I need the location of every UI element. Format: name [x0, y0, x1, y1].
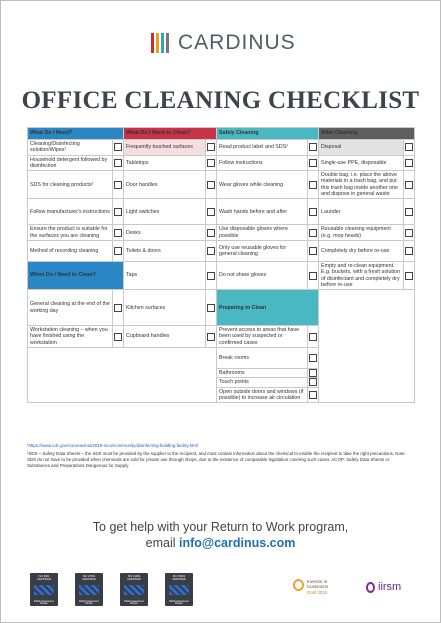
- checkbox-cell[interactable]: [404, 240, 415, 261]
- checkbox-cell[interactable]: [113, 225, 124, 241]
- cell-what-to-clean: Frequently touched surfaces: [124, 140, 206, 156]
- checkbox[interactable]: [405, 159, 413, 167]
- checkbox[interactable]: [114, 181, 122, 189]
- checkbox-cell[interactable]: [404, 261, 415, 289]
- cell-what-to-clean: Door handles: [124, 171, 206, 199]
- cell-after-cleaning: Completely dry before re-use: [319, 240, 404, 261]
- header-what-do-i-need: What Do I Need?: [28, 128, 124, 140]
- checkbox[interactable]: [207, 304, 215, 312]
- checkbox[interactable]: [309, 333, 317, 341]
- checkbox-cell[interactable]: [113, 199, 124, 225]
- cell-safely-cleaning: Bathrooms: [217, 369, 308, 378]
- checkbox-cell[interactable]: [308, 348, 319, 369]
- checkbox-cell[interactable]: [308, 369, 319, 378]
- badge-stripe: [124, 585, 144, 595]
- checkbox-cell[interactable]: [113, 290, 124, 326]
- checkbox[interactable]: [405, 143, 413, 151]
- checkbox-cell[interactable]: [308, 171, 319, 199]
- cell-what-do-i-need: Workstation cleaning – when you have finished using the workstation: [28, 326, 113, 348]
- cell-what-do-i-need: Cleaning/Disinfecting solution/Wipes¹: [28, 140, 113, 156]
- checkbox-cell[interactable]: [308, 199, 319, 225]
- checkbox[interactable]: [309, 159, 317, 167]
- iic-line3: Gold 2016: [307, 589, 328, 595]
- checkbox-cell[interactable]: [206, 326, 217, 348]
- checkbox-cell[interactable]: [404, 155, 415, 171]
- checkbox[interactable]: [405, 208, 413, 216]
- checkbox[interactable]: [405, 272, 413, 280]
- checkbox[interactable]: [114, 208, 122, 216]
- checkbox[interactable]: [114, 247, 122, 255]
- table-row: [28, 261, 415, 289]
- cell-what-do-i-need: Follow manufacturer's instructions: [28, 199, 113, 225]
- iso-badge-issuer: British Assessment Bureau: [124, 601, 144, 605]
- iso-badge-icon: [165, 573, 193, 606]
- header-after-cleaning: After Cleaning: [319, 128, 415, 140]
- iirsm-text: iirsm: [378, 581, 402, 593]
- logo-bar-teal: [161, 33, 164, 53]
- checkbox[interactable]: [405, 229, 413, 237]
- badge-stripe: [34, 585, 54, 595]
- checkbox[interactable]: [207, 208, 215, 216]
- checkbox[interactable]: [309, 391, 317, 399]
- iso-badges: [30, 573, 210, 606]
- header-what-to-clean: What Do I Need to Clean?: [124, 128, 217, 140]
- header-safely-cleaning: Safely Cleaning: [217, 128, 319, 140]
- table-row: [28, 155, 415, 171]
- cell-safely-cleaning: Read product label and SDS²: [217, 140, 308, 156]
- checkbox[interactable]: [309, 208, 317, 216]
- iso-badge-issuer: British Assessment Bureau: [79, 601, 99, 605]
- table-row: [28, 240, 415, 261]
- checkbox-cell[interactable]: [308, 261, 319, 289]
- cardinus-logo: [151, 31, 296, 55]
- checkbox-cell[interactable]: [206, 171, 217, 199]
- cell-what-to-clean: Cupboard handles: [124, 326, 206, 348]
- empty-area: [28, 348, 217, 403]
- checkbox[interactable]: [309, 369, 317, 377]
- iso-badge-issuer: British Assessment Bureau: [169, 601, 189, 605]
- iso-badge-label: ISO 45001 CERTIFIED: [172, 575, 186, 581]
- checkbox-cell[interactable]: [308, 225, 319, 241]
- cell-what-do-i-need: Method of recording cleaning: [28, 240, 113, 261]
- cell-safely-cleaning: Do not share gloves: [217, 261, 308, 289]
- investor-in-customers-logo: [293, 579, 328, 595]
- cell-after-cleaning: Reusable cleaning equipment (e.g. mop heads): [319, 225, 404, 241]
- cell-safely-cleaning: Wash hands before and after: [217, 199, 308, 225]
- iso-badge-icon: [30, 573, 58, 606]
- cell-what-do-i-need: Household detergent followed by disinfection: [28, 155, 113, 171]
- cell-safely-cleaning: Break rooms: [217, 348, 308, 369]
- cell-safely-cleaning: Only use reusable gloves for general cleaning: [217, 240, 308, 261]
- iic-line2: Customers: [307, 584, 329, 590]
- checkbox[interactable]: [207, 181, 215, 189]
- checkbox[interactable]: [309, 354, 317, 362]
- iso-badge-label: ISO 27001 CERTIFIED: [82, 575, 96, 581]
- footnote-cdc-link[interactable]: ¹https://www.cdc.gov/coronavirus/2019-ncov/community/disinfecting-building-facility.html: [27, 443, 198, 448]
- checkbox[interactable]: [309, 378, 317, 386]
- footnote-sds: ²SDS – Safety Data Sheets – the SDS must be provided by the supplier to the recipient, and must contain information about the chemical to enable the recipient to take the right precautions. Note: SDS do not have to be provided when chemicals are sold for private use through shops, due to the existence of comparable legislation covering such cases. ACOP: Safety Data Sheets or Substances and Preparations Dangerous for Supply.: [27, 451, 406, 468]
- checkbox[interactable]: [207, 143, 215, 151]
- logo-bars-icon: [151, 33, 171, 53]
- checkbox-cell[interactable]: [308, 140, 319, 156]
- checkbox-cell[interactable]: [206, 155, 217, 171]
- checkbox-cell[interactable]: [308, 387, 319, 403]
- cell-what-to-clean: Taps: [124, 261, 206, 289]
- page-title: OFFICE CLEANING CHECKLIST: [21, 87, 420, 114]
- cell-after-cleaning: Empty and re-clean equipment. E.g. buckets, with a fresh solution of disinfectant and completely dry before re-use: [319, 261, 404, 289]
- checkbox[interactable]: [207, 159, 215, 167]
- table-row: [28, 290, 415, 326]
- logo-bar-orange: [156, 33, 159, 53]
- iso-badge-label: ISO 14001 CERTIFIED: [127, 575, 141, 581]
- checkbox[interactable]: [207, 247, 215, 255]
- cell-after-cleaning: Single-use PPE, disposable: [319, 155, 404, 171]
- cell-safely-cleaning: Use disposable gloves where possible: [217, 225, 308, 241]
- cell-after-cleaning: Double bag, i.e. place the above materials in a trash bag, and put this trash bag inside another one and dispose in general waste: [319, 171, 404, 199]
- checkbox-cell[interactable]: [404, 225, 415, 241]
- table-row: [28, 140, 415, 156]
- checkbox[interactable]: [114, 143, 122, 151]
- checkbox[interactable]: [207, 272, 215, 280]
- checkbox[interactable]: [114, 229, 122, 237]
- iso-badge-icon: [75, 573, 103, 606]
- help-text: [1, 519, 440, 551]
- help-email-prefix: email: [145, 536, 179, 550]
- checkbox-cell[interactable]: [308, 378, 319, 387]
- cell-safely-cleaning: Touch points: [217, 378, 308, 387]
- table-row: [28, 171, 415, 199]
- subheader-preparing-to-clean: Preparing to Clean: [217, 290, 319, 326]
- checkbox-cell[interactable]: [308, 240, 319, 261]
- checkbox-cell[interactable]: [113, 171, 124, 199]
- checkbox-cell[interactable]: [404, 199, 415, 225]
- checkbox[interactable]: [309, 272, 317, 280]
- checkbox-cell[interactable]: [206, 140, 217, 156]
- checkbox[interactable]: [114, 333, 122, 341]
- checkbox[interactable]: [309, 229, 317, 237]
- checkbox[interactable]: [114, 159, 122, 167]
- cell-what-do-i-need: Ensure the product is suitable for the surfaces you are cleaning: [28, 225, 113, 241]
- checklist-table: [27, 127, 415, 403]
- cell-after-cleaning: Disposal: [319, 140, 404, 156]
- checkbox-cell[interactable]: [206, 225, 217, 241]
- help-email-link[interactable]: info@cardinus.com: [178, 536, 296, 550]
- cell-safely-cleaning: Prevent access to areas that have been used by suspected or confirmed cases: [217, 326, 308, 348]
- cell-what-to-clean: Kitchen surfaces: [124, 290, 206, 326]
- checkbox[interactable]: [114, 304, 122, 312]
- table-header-row: [28, 128, 415, 140]
- cell-what-to-clean: Tabletops: [124, 155, 206, 171]
- logo-bar-grey: [166, 33, 169, 53]
- logo-text: CARDINUS: [178, 31, 296, 54]
- checkbox-cell[interactable]: [404, 171, 415, 199]
- checkbox-cell[interactable]: [113, 155, 124, 171]
- checkbox[interactable]: [207, 333, 215, 341]
- checkbox-cell[interactable]: [404, 140, 415, 156]
- iic-line1: Investor in: [307, 579, 328, 584]
- badge-stripe: [169, 585, 189, 595]
- checkbox[interactable]: [309, 181, 317, 189]
- checkbox-cell[interactable]: [206, 261, 217, 289]
- help-line2: [1, 535, 440, 551]
- cell-after-cleaning: Launder: [319, 199, 404, 225]
- iso-badge-icon: [120, 573, 148, 606]
- investor-in-customers-icon: [293, 579, 304, 591]
- checkbox-cell[interactable]: [206, 199, 217, 225]
- checkbox[interactable]: [309, 247, 317, 255]
- checkbox[interactable]: [405, 247, 413, 255]
- cell-what-to-clean: Desks: [124, 225, 206, 241]
- badge-stripe: [79, 585, 99, 595]
- empty-area: [319, 290, 415, 403]
- checkbox-cell[interactable]: [308, 155, 319, 171]
- checkbox-cell[interactable]: [308, 326, 319, 348]
- checkbox[interactable]: [405, 181, 413, 189]
- checkbox-cell[interactable]: [206, 290, 217, 326]
- investor-in-customers-text: [307, 579, 328, 595]
- iso-badge-issuer: British Assessment Bureau: [34, 601, 54, 605]
- help-line1: To get help with your Return to Work program,: [92, 520, 349, 534]
- cell-safely-cleaning: Follow instructions: [217, 155, 308, 171]
- table-row: [28, 225, 415, 241]
- iirsm-icon: [366, 582, 375, 593]
- cell-safely-cleaning: Wear gloves while cleaning: [217, 171, 308, 199]
- checkbox[interactable]: [309, 143, 317, 151]
- subheader-when-to-clean: When Do I Need to Clean?: [28, 261, 124, 289]
- cell-what-to-clean: Toilets & doors: [124, 240, 206, 261]
- checkbox-cell[interactable]: [113, 240, 124, 261]
- checkbox-cell[interactable]: [113, 140, 124, 156]
- iirsm-logo: [366, 581, 401, 593]
- cell-what-do-i-need: SDS for cleaning products²: [28, 171, 113, 199]
- table-row: [28, 199, 415, 225]
- cell-what-do-i-need: General cleaning at the end of the working day: [28, 290, 113, 326]
- iso-badge-label: ISO 9001 CERTIFIED: [37, 575, 51, 581]
- checkbox[interactable]: [207, 229, 215, 237]
- logo-bar-red: [151, 33, 154, 53]
- checkbox-cell[interactable]: [206, 240, 217, 261]
- cell-safely-cleaning: Open outside doors and windows (if possible) to increase air circulation: [217, 387, 308, 403]
- checkbox-cell[interactable]: [113, 326, 124, 348]
- cell-what-to-clean: Light switches: [124, 199, 206, 225]
